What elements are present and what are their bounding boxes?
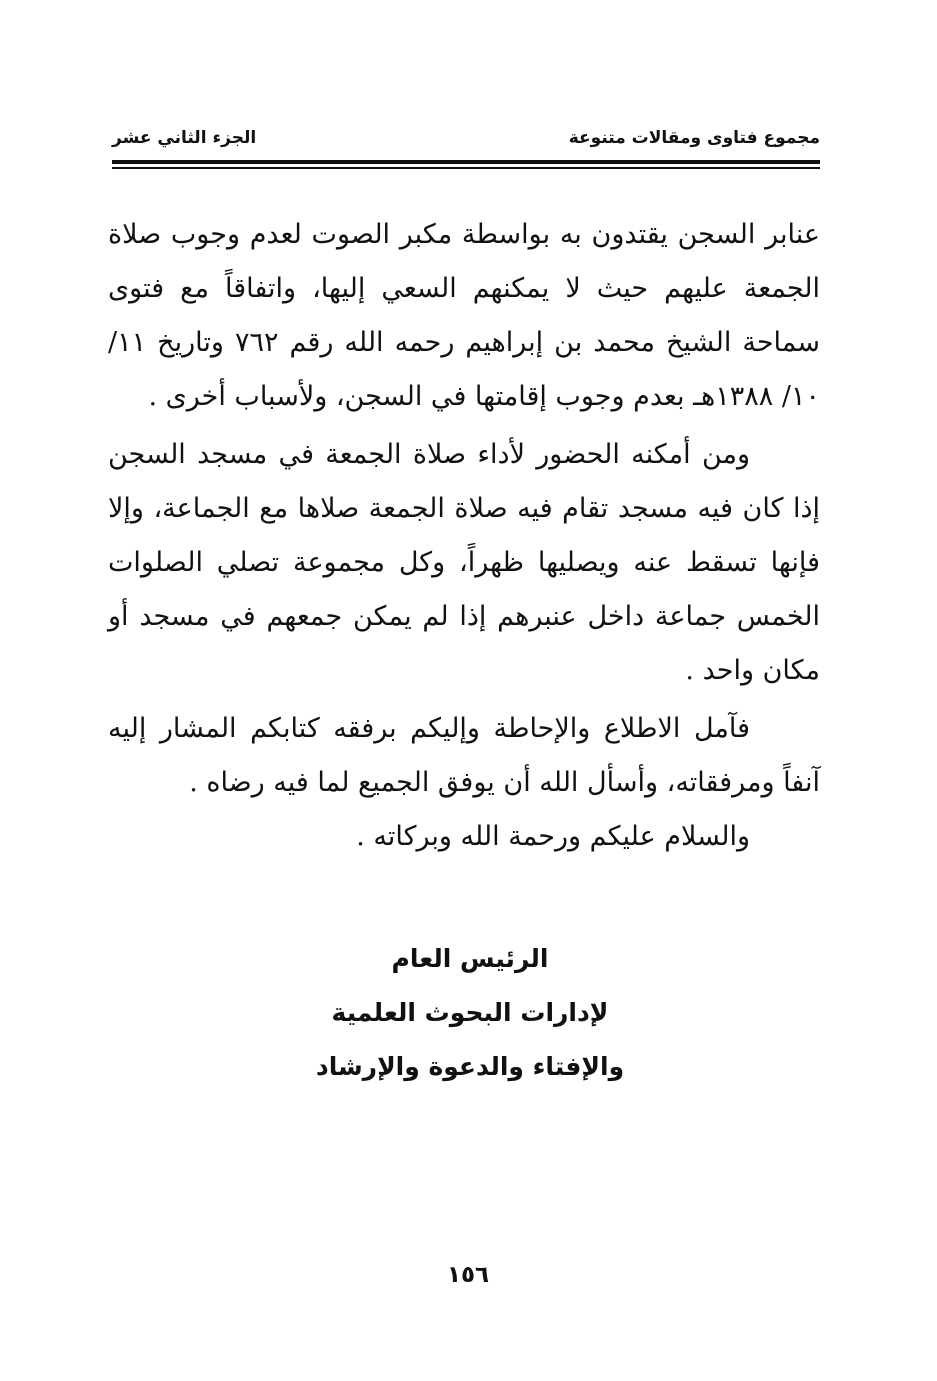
paragraph-friday-prayer: ومن أمكنه الحضور لأداء صلاة الجمعة في مسجد السجن إذا كان فيه مسجد تقام فيه صلاة الجمعة صلاها مع الجماعة، وإلا فإنها تسقط عنه ويصليها ظهراً، وكل مجموعة تصلي الصلوات الخمس جماعة داخل عنبرهم إذا لم يمكن جمعهم في مسجد أو مكان واحد . [108, 439, 820, 686]
page-number: ١٥٦ [446, 1262, 490, 1288]
signature-title: الرئيس العام [391, 944, 549, 973]
signature-block [300, 932, 640, 1094]
header-rule-thick [112, 160, 820, 164]
signature-department-cont: والإفتاء والدعوة والإرشاد [315, 1052, 625, 1081]
paragraph-salutation: والسلام عليكم ورحمة الله وبركاته . [356, 821, 750, 852]
paragraph-closing-request: فآمل الاطلاع والإحاطة وإليكم برفقه كتابكم المشار إليه آنفاً ومرفقاته، وأسأل الله أن يوفق الجميع لما فيه رضاه . [108, 713, 820, 798]
body-text [108, 208, 820, 864]
signature-department: لإدارات البحوث العلمية [331, 998, 609, 1027]
volume-label: الجزء الثاني عشر [112, 128, 257, 148]
paragraph-continuation: عنابر السجن يقتدون به بواسطة مكبر الصوت لعدم وجوب صلاة الجمعة عليهم حيث لا يمكنهم السعي إليها، واتفاقاً مع فتوى سماحة الشيخ محمد بن إبراهيم رحمه الله رقم ٧٦٢ وتاريخ ١١/ ١٠/ ١٣٨٨هـ بعدم وجوب إقامتها في السجن، ولأسباب أخرى . [108, 219, 820, 412]
header-rule-thin [112, 167, 820, 169]
book-title: مجموع فتاوى ومقالات متنوعة [568, 128, 820, 148]
running-header [112, 128, 820, 158]
